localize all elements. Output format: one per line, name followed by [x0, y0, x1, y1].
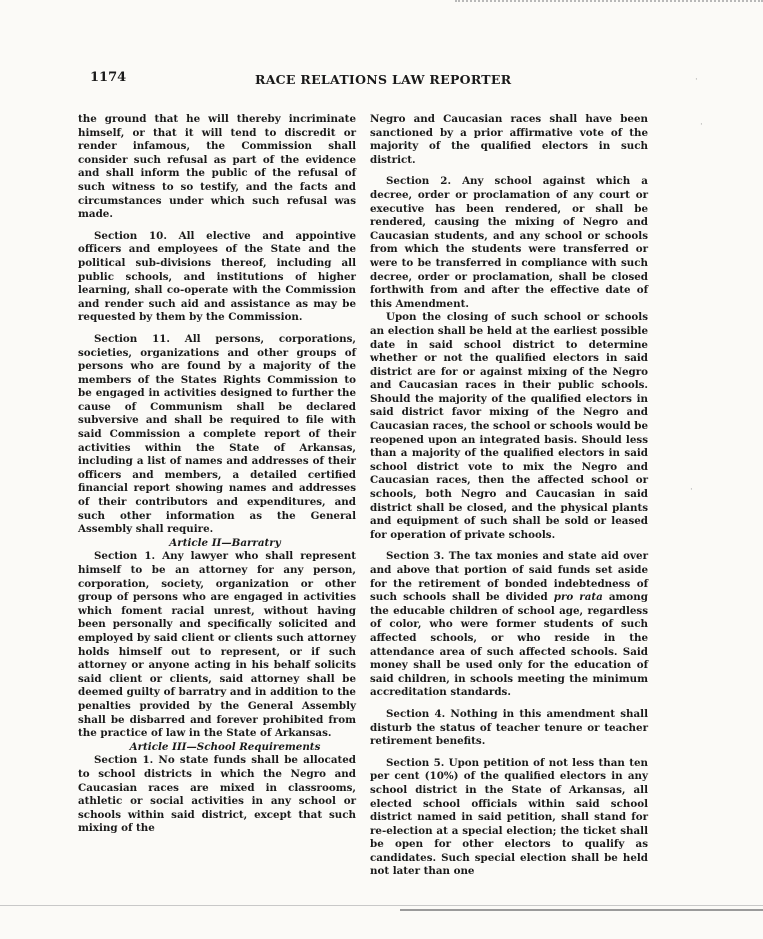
section-5 — [370, 757, 648, 879]
top-edge-dots — [455, 0, 763, 6]
article-heading: Article II—Barratry — [169, 536, 281, 549]
bottom-edge-line — [400, 909, 763, 911]
section-label: Section 5. — [386, 756, 445, 769]
running-title: RACE RELATIONS LAW REPORTER — [255, 72, 512, 87]
bottom-edge-line — [0, 905, 763, 906]
paragraph-continuation: Negro and Caucasian races shall have been sanctioned by a prior affirmative vote of the majority of the qualified electors in such district. — [370, 113, 648, 166]
section-10 — [78, 230, 356, 325]
margin-speck: · — [695, 75, 698, 85]
article-heading: Article III—School Requirements — [129, 740, 321, 753]
section-label: Section 2. — [386, 175, 452, 188]
section-3 — [370, 550, 648, 700]
section-label: Section 1. — [94, 754, 154, 767]
section-text: No state funds shall be allocated to school districts in which the Negro and Caucasian races are mixed in classrooms, athletic or social activities in any school or schools within said district, except that such mixing of the — [78, 754, 356, 835]
section-label: Section 4. — [386, 707, 446, 720]
section-text: Any lawyer who shall represent himself to be an attorney for any person, corporation, society, organization or other group of persons who are engaged in activities which foment racial unrest, without having been personally and specifically solicited and employed by said client or clients such attorney holds himself out to represent, or if such attorney or anyone acting in his behalf solicits said client or clients, said attorney shall be deemed guilty of barratry and in addition to the penalties provided by the General Assembly shall be disbarred and forever prohibited from the practice of law in the State of Arkansas. — [78, 550, 356, 740]
section-text: The tax monies and state aid over and above that portion of said funds set aside for the retirement of bonded indebtedness of such schools shall be divided — [370, 550, 648, 604]
margin-speck: · — [690, 485, 693, 495]
section-text: All persons, corporations, societies, organizations and other groups of persons who are found by a majority of the members of the States Rights Commission to be engaged in activities designed to further the cause of Communism shall be declared subversive and shall be required to file with said Commission a complete report of their activities within the State of Arkansas, including a list of names and addresses of their officers and members, a detailed certified financial report showing names and addresses of their contributors and expenditures, and such other information as the General Assembly shall require. — [78, 332, 356, 536]
section-4 — [370, 708, 648, 749]
section-2 — [370, 175, 648, 311]
section-text: Any school against which a decree, order or proclamation of any court or executive has been rendered, or shall be rendered, causing the mixing of Negro and Caucasian students, and any school or schools from which the students were transferred or were to be transferred in compliance with such decree, order or proclamation, shall be closed forthwith from and after the effective date of this Amendment. — [370, 175, 648, 310]
article3-section-1 — [78, 754, 356, 836]
section-text: Upon petition of not less than ten per cent (10%) of the qualified electors in any school district in the State of Arkansas, all elected school officials within said school district named in said petition, shall stand for re-election at a special election; the ticket shall be open for other electors to qualify as candidates. Such special election shall be held not later than one — [370, 756, 648, 878]
page-number: 1174 — [90, 70, 127, 85]
right-column — [370, 113, 648, 879]
section-label: Section 1. — [94, 550, 156, 563]
section-text: All elective and appointive officers and employees of the State and the political sub-divisions thereof, including all public schools, and institutions of higher learning, shall co-operate with the Commission and render such aid and assistance as may be requested by them by the Commission. — [78, 229, 356, 324]
section-text: among the educable children of school age, regardless of color, who were former students of such affected schools, or who reside in the attendance area of such affected schools. Said money shall be used only for the education of said children, in schools meeting the minimum accreditation standards. — [370, 591, 648, 699]
italic-text: pro rata — [553, 591, 603, 604]
section-label: Section 11. — [94, 332, 170, 345]
section-label: Section 10. — [94, 229, 167, 242]
left-column — [78, 113, 356, 836]
section-2-paragraph-2: Upon the closing of such school or schools an election shall be held at the earliest possible date in said school district to determine whether or not the qualified electors in said district are for or against mixing of the Negro and Caucasian races in their public schools. Should the majority of the qualified electors in said district favor mixing of the Negro and Caucasian races, the school or schools would be reopened upon an integrated basis. Should less than a majority of the qualified electors in said school district vote to mix the Negro and Caucasian races, then the affected school or schools, both Negro and Caucasian in said district shall be closed, and the physical plants and equipment of such shall be sold or leased for operation of private schools. — [370, 311, 648, 541]
margin-speck: · — [700, 120, 703, 130]
section-11 — [78, 333, 356, 537]
article2-section-1 — [78, 550, 356, 740]
section-label: Section 3. — [386, 550, 445, 563]
section-text: Nothing in this amendment shall disturb the status of teacher tenure or teacher retirement benefits. — [370, 707, 648, 748]
paragraph-continuation: the ground that he will thereby incriminate himself, or that it will tend to discredit or render infamous, the Commission shall consider such refusal as part of the evidence and shall inform the public of the refusal of such witness to so testify, and the facts and circumstances under which such refusal was made. — [78, 113, 356, 221]
